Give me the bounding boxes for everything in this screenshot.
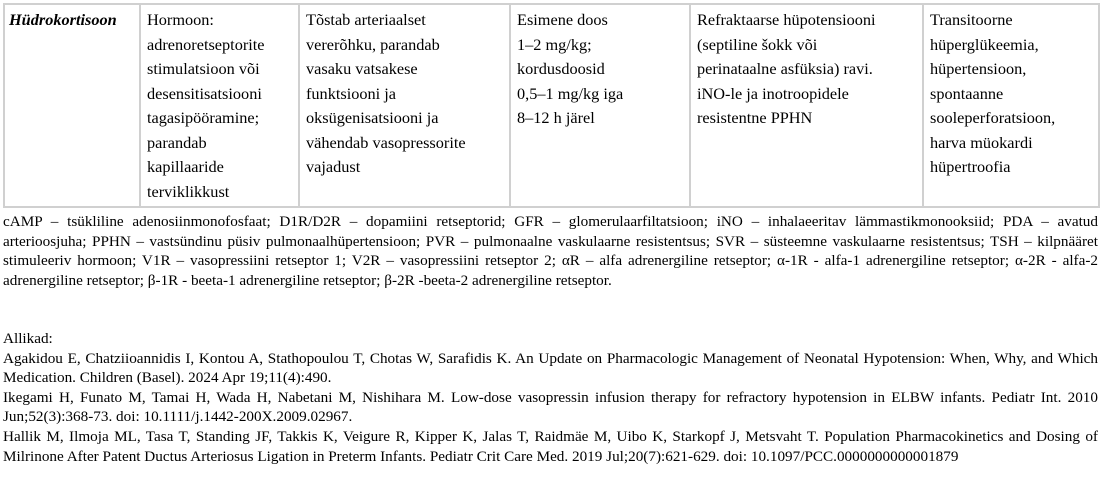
dosing-line: kordusdoosid (517, 59, 605, 78)
effect-line: oksügenisatsiooni ja (306, 108, 439, 127)
side-effect-line: sooleperforatsioon, (930, 108, 1056, 127)
reference-item: Agakidou E, Chatziioannidis I, Kontou A, Stathopoulou T, Chotas W, Sarafidis K. An Update on Pharmacologic Management of Neonatal Hypotension: When, Why, and Which Medication. Children (Basel). 2024 Apr 19;11(4):490. (3, 349, 1098, 387)
mechanism-line: parandab (147, 132, 207, 152)
mechanism-line: terviklikkust (147, 181, 230, 201)
drug-table (3, 3, 1100, 208)
mechanism-cell (140, 4, 299, 207)
effect-line: vererõhku, parandab (306, 34, 440, 54)
drug-name-cell (4, 4, 140, 207)
reference-item: Ikegami H, Funato M, Tamai H, Wada H, Nabetani M, Nishihara M. Low-dose vasopressin infusion therapy for refractory hypotension in ELBW infants. Pediatr Int. 2010 Jun;52(3):368-73. doi: 10.1111/j.1442-200X.2009.02967. (3, 388, 1098, 426)
indication-cell (690, 4, 923, 207)
side-effect-line: harva müokardi (930, 132, 1033, 152)
indication-line: Refraktaarse hüpotensiooni (697, 10, 876, 29)
dosing-line: 1–2 mg/kg; (517, 34, 592, 54)
dosing-line: 0,5–1 mg/kg iga (517, 83, 624, 103)
mechanism-line: kapillaaride (147, 157, 224, 176)
mechanism-line: adrenoretseptorite (147, 34, 265, 54)
side-effect-line: hüperglükeemia, (930, 34, 1039, 54)
effect-line: vajadust (306, 157, 361, 176)
drug-name: Hüdrokortisoon (9, 10, 117, 29)
reference-item: Hallik M, Ilmoja ML, Tasa T, Standing JF, Takkis K, Veigure R, Kipper K, Jalas T, Raidmäe M, Uibo K, Starkopf J, Metsvaht T. Population Pharmacokinetics and Dosing of Milrinone After Patent Ductus Arteriosus Ligation in Preterm Infants. Pediatr Crit Care Med. 2019 Jul;20(7):621-629. doi: 10.1097/PCC.0000000000001879 (3, 427, 1098, 465)
effect-line: funktsiooni ja (306, 83, 396, 103)
indication-line: iNO-le ja inotroopidele (697, 83, 849, 103)
effect-line: Tõstab arteriaalset (306, 10, 426, 29)
side-effect-line: hüpertroofia (930, 157, 1011, 176)
mechanism-line: tagasipööramine; (147, 108, 260, 127)
indication-line: resistentne PPHN (697, 108, 813, 127)
dosing-line: 8–12 h järel (517, 108, 595, 127)
mechanism-line: Hormoon: (147, 10, 214, 29)
sources-heading: Allikad: (3, 330, 53, 347)
effect-line: vasaku vatsakese (306, 59, 418, 78)
sources-section (3, 329, 1098, 466)
side-effect-line: Transitoorne (930, 10, 1013, 29)
effect-cell (299, 4, 510, 207)
side-effects-cell (923, 4, 1099, 207)
indication-line: perinataalne asfüksia) ravi. (697, 59, 873, 78)
mechanism-line: stimulatsioon või (147, 59, 260, 78)
side-effect-line: hüpertensioon, (930, 59, 1027, 78)
dosing-cell (510, 4, 690, 207)
effect-line: vähendab vasopressorite (306, 132, 466, 152)
table-row (4, 4, 1099, 207)
side-effect-line: spontaanne (930, 83, 1004, 103)
indication-line: (septiline šokk või (697, 34, 818, 54)
dosing-line: Esimene doos (517, 10, 608, 29)
abbreviations-paragraph: cAMP – tsükliline adenosiinmonofosfaat; D1R/D2R – dopamiini retseptorid; GFR – glomerulaarfiltatsioon; iNO – inhalaeeritav lämmastikmonooksiid; PDA – avatud arterioosjuha; PPHN – vastsündinu püsiv pulmonaalhüpertensioon; PVR – pulmonaalne vaskulaarne resistentsus; SVR – süsteemne vaskulaarne resistentsus; TSH – kilpnääret stimuleeriv hormoon; V1R – vasopressiini retseptor 1; V2R – vasopressiini retseptor 2; αR – alfa adrenergiline retseptor; α-1R - alfa-1 adrenergiline retseptor; α-2R - alfa-2 adrenergiline retseptor; β-1R - beeta-1 adrenergiline retseptor; β-2R -beeta-2 adrenergiline retseptor. (3, 213, 1098, 289)
mechanism-line: desensitisatsiooni (147, 83, 262, 103)
